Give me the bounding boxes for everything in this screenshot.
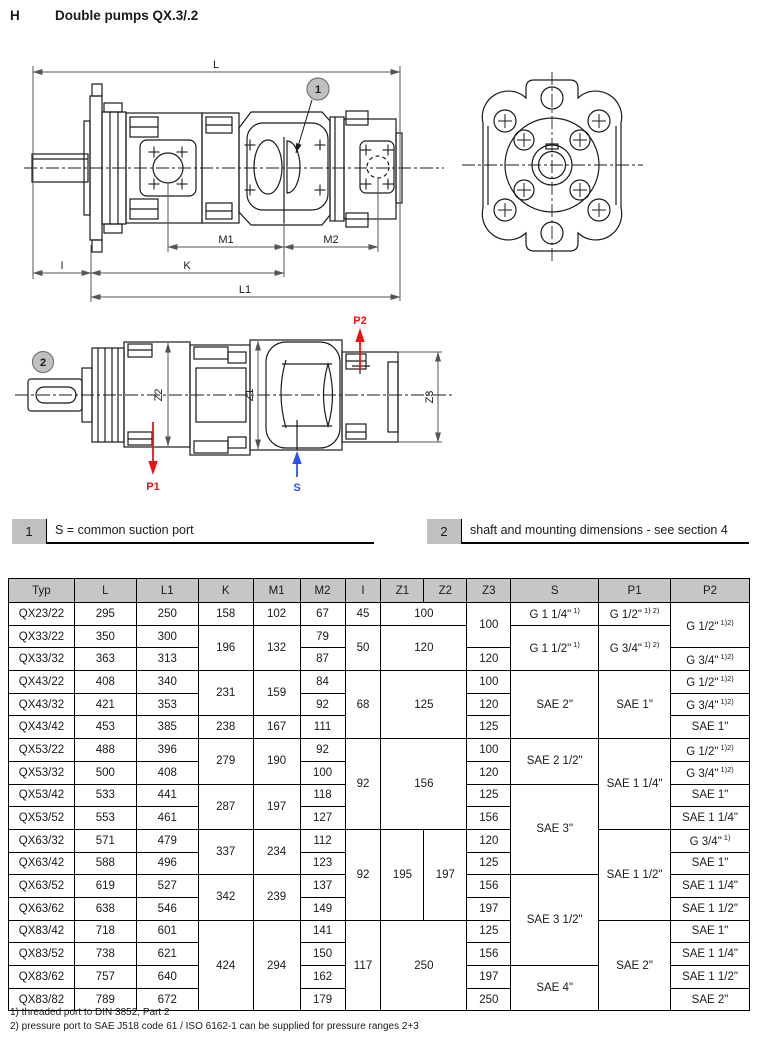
table-cell: 45 [345, 603, 381, 626]
note-1-text: S = common suction port [46, 519, 374, 544]
footnote-marker: 1)2) [720, 651, 734, 661]
table-cell: 92 [345, 739, 381, 830]
section-letter: H [10, 8, 20, 23]
table-cell: 461 [136, 807, 198, 830]
top-view-drawing [10, 300, 460, 505]
side-view-drawing [20, 55, 450, 305]
table-cell: 738 [74, 943, 136, 966]
table-cell: 718 [74, 920, 136, 943]
table-cell: 120 [381, 625, 467, 670]
table-cell: 156 [467, 807, 511, 830]
table-row [9, 603, 750, 626]
table-cell: 125 [467, 920, 511, 943]
column-header: M1 [253, 579, 300, 603]
column-header: Z1 [381, 579, 424, 603]
table-cell: 79 [300, 625, 345, 648]
table-cell: 396 [136, 739, 198, 762]
table-cell: 250 [467, 988, 511, 1011]
table-cell: 488 [74, 739, 136, 762]
table-cell: SAE 1 1/2" [599, 829, 671, 920]
table-cell: 250 [136, 603, 198, 626]
table-cell: 196 [198, 625, 253, 670]
table-cell: QX33/22 [9, 625, 75, 648]
table-cell: 120 [467, 693, 511, 716]
note-2 [427, 519, 749, 544]
table-cell: 159 [253, 671, 300, 716]
note-1 [12, 519, 374, 544]
dim-label-z3: Z3 [424, 390, 436, 404]
footnote-marker: 1) [723, 833, 731, 843]
table-cell: 408 [74, 671, 136, 694]
table-row [9, 829, 750, 852]
table-cell: 638 [74, 897, 136, 920]
port-label-s: S [293, 482, 301, 494]
table-cell: QX53/42 [9, 784, 75, 807]
table-cell: 149 [300, 897, 345, 920]
table-cell: 197 [467, 966, 511, 989]
table-cell: 120 [467, 648, 511, 671]
column-header: P2 [671, 579, 750, 603]
table-cell: SAE 1" [671, 784, 750, 807]
table-cell: SAE 1 1/4" [599, 739, 671, 830]
flange-view-drawing [460, 68, 645, 268]
page-title: Double pumps QX.3/.2 [55, 8, 199, 23]
page-header [10, 8, 198, 23]
table-cell: G 3/4" $^{1)2)}$ [671, 648, 750, 671]
table-cell: 363 [74, 648, 136, 671]
table-cell: 300 [136, 625, 198, 648]
table-cell: 353 [136, 693, 198, 716]
callout-2-number: 2 [39, 357, 47, 369]
footnote-marker: 1)2) [720, 765, 734, 775]
table-cell: 125 [467, 716, 511, 739]
table-cell: G 1 1/4" $^{1)}$ [511, 603, 599, 626]
table-cell: 313 [136, 648, 198, 671]
table-cell: SAE 2" [671, 988, 750, 1011]
table-cell: 162 [300, 966, 345, 989]
table-cell: 141 [300, 920, 345, 943]
table-cell: SAE 1 1/2" [671, 897, 750, 920]
column-header: M2 [300, 579, 345, 603]
footnote-marker: 1) [573, 606, 580, 616]
dim-label-m2: M2 [323, 234, 339, 246]
table-cell: SAE 2" [599, 920, 671, 1011]
table-cell: 533 [74, 784, 136, 807]
table-cell: 571 [74, 829, 136, 852]
table-cell: QX83/42 [9, 920, 75, 943]
table-cell: 137 [300, 875, 345, 898]
column-header: Z2 [424, 579, 467, 603]
table-cell: 158 [198, 603, 253, 626]
table-cell: 50 [345, 625, 381, 670]
table-cell: 190 [253, 739, 300, 784]
table-cell: SAE 1 1/4" [671, 807, 750, 830]
table-cell: QX53/32 [9, 761, 75, 784]
table-cell: 150 [300, 943, 345, 966]
column-header: L1 [136, 579, 198, 603]
table-cell: 156 [381, 739, 467, 830]
table-cell: 621 [136, 943, 198, 966]
table-cell: 441 [136, 784, 198, 807]
table-cell: 337 [198, 829, 253, 874]
dimension-table [8, 578, 750, 1011]
table-cell: 350 [74, 625, 136, 648]
table-cell: 100 [467, 671, 511, 694]
table-cell: 546 [136, 897, 198, 920]
table-cell: 120 [467, 829, 511, 852]
table-row [9, 671, 750, 694]
table-cell: 295 [74, 603, 136, 626]
table-cell: 640 [136, 966, 198, 989]
table-cell: 424 [198, 920, 253, 1011]
table-cell: SAE 1" [671, 920, 750, 943]
table-cell: QX43/32 [9, 693, 75, 716]
table-cell: 195 [381, 829, 424, 920]
table-cell: SAE 2" [511, 671, 599, 739]
table-cell: G 3/4" $^{1)2)}$ [671, 693, 750, 716]
table-cell: QX43/22 [9, 671, 75, 694]
table-cell: SAE 2 1/2" [511, 739, 599, 784]
table-cell: SAE 1 1/4" [671, 875, 750, 898]
footnotes [10, 1006, 419, 1033]
table-cell: SAE 1 1/4" [671, 943, 750, 966]
table-cell: 238 [198, 716, 253, 739]
table-cell: 118 [300, 784, 345, 807]
table-cell: 385 [136, 716, 198, 739]
pump-body-outline [28, 340, 398, 455]
table-cell: 125 [467, 852, 511, 875]
table-cell: SAE 1" [671, 716, 750, 739]
table-cell: 84 [300, 671, 345, 694]
table-cell: 92 [300, 693, 345, 716]
callout-2 [33, 352, 54, 373]
dim-label-k: K [183, 260, 191, 272]
table-cell: SAE 1" [671, 852, 750, 875]
footnote-marker: 1)2) [720, 617, 734, 627]
table-cell: 231 [198, 671, 253, 716]
table-row [9, 625, 750, 648]
table-cell: 294 [253, 920, 300, 1011]
table-cell: QX63/42 [9, 852, 75, 875]
table-cell: G 3/4" $^{1) 2)}$ [599, 625, 671, 670]
table-cell: 239 [253, 875, 300, 920]
note-2-text: shaft and mounting dimensions - see section 4 [461, 519, 749, 544]
table-cell: 127 [300, 807, 345, 830]
column-header: I [345, 579, 381, 603]
table-cell: 156 [467, 943, 511, 966]
table-cell: 789 [74, 988, 136, 1011]
table-cell: SAE 4" [511, 966, 599, 1011]
table-cell: 125 [381, 671, 467, 739]
table-cell: SAE 3 1/2" [511, 875, 599, 966]
table-cell: 234 [253, 829, 300, 874]
table-cell: 68 [345, 671, 381, 739]
table-cell: QX43/42 [9, 716, 75, 739]
table-cell: QX83/82 [9, 988, 75, 1011]
table-cell: G 1/2" $^{1)2)}$ [671, 603, 750, 648]
footnote-marker: 1) 2) [643, 640, 660, 650]
table-cell: QX33/32 [9, 648, 75, 671]
column-header: K [198, 579, 253, 603]
footnote-marker: 1) 2) [643, 606, 660, 616]
table-cell: 197 [424, 829, 467, 920]
table-cell: SAE 3" [511, 784, 599, 875]
table-cell: 408 [136, 761, 198, 784]
table-cell: 197 [467, 897, 511, 920]
table-cell: 112 [300, 829, 345, 852]
table-row [9, 920, 750, 943]
port-s-arrow [292, 451, 301, 477]
table-cell: 100 [381, 603, 467, 626]
table-cell: 132 [253, 625, 300, 670]
table-cell: 421 [74, 693, 136, 716]
column-header: S [511, 579, 599, 603]
column-header: Typ [9, 579, 75, 603]
table-cell: QX63/32 [9, 829, 75, 852]
table-cell: 601 [136, 920, 198, 943]
table-cell: 250 [381, 920, 467, 1011]
footnote-2: 2) pressure port to SAE J518 code 61 / ISO 6162-1 can be supplied for pressure ranges 2+3 [10, 1020, 419, 1032]
table-cell: 496 [136, 852, 198, 875]
port-label-p2: P2 [353, 315, 367, 327]
port-p2-arrow [355, 328, 364, 370]
table-cell: QX83/52 [9, 943, 75, 966]
table-cell: 553 [74, 807, 136, 830]
callout-1 [296, 78, 329, 153]
port-p1-arrow [148, 422, 157, 475]
dim-label-m1: M1 [218, 234, 234, 246]
table-cell: 287 [198, 784, 253, 829]
table-cell: 67 [300, 603, 345, 626]
table-cell: 100 [467, 739, 511, 762]
column-header: P1 [599, 579, 671, 603]
table-cell: 340 [136, 671, 198, 694]
note-1-badge: 1 [12, 519, 46, 544]
callout-1-number: 1 [314, 84, 322, 96]
table-cell: 342 [198, 875, 253, 920]
table-cell: 500 [74, 761, 136, 784]
footnote-marker: 1) [573, 640, 580, 650]
footnote-marker: 1)2) [720, 742, 734, 752]
table-cell: G 1/2" $^{1)2)}$ [671, 671, 750, 694]
table-cell: 120 [467, 761, 511, 784]
dim-label-i: I [60, 260, 64, 272]
table-cell: SAE 1 1/2" [671, 966, 750, 989]
table-cell: 479 [136, 829, 198, 852]
table-cell: 123 [300, 852, 345, 875]
table-cell: 757 [74, 966, 136, 989]
footnote-1: 1) threaded port to DIN 3852, Part 2 [10, 1007, 170, 1018]
note-2-badge: 2 [427, 519, 461, 544]
table-cell: 197 [253, 784, 300, 829]
table-cell: G 1/2" $^{1) 2)}$ [599, 603, 671, 626]
table-cell: 619 [74, 875, 136, 898]
table-cell: QX53/52 [9, 807, 75, 830]
table-cell: SAE 1" [599, 671, 671, 739]
table-cell: 453 [74, 716, 136, 739]
dim-label-z2: Z2 [153, 388, 165, 402]
table-cell: 125 [467, 784, 511, 807]
table-cell: 527 [136, 875, 198, 898]
table-cell: 167 [253, 716, 300, 739]
table-cell: 92 [300, 739, 345, 762]
dim-label-l1: L1 [238, 284, 252, 296]
table-cell: 100 [467, 603, 511, 648]
table-cell: QX53/22 [9, 739, 75, 762]
table-cell: 156 [467, 875, 511, 898]
footnote-marker: 1)2) [720, 674, 734, 684]
table-cell: G 3/4" $^{1)}$ [671, 829, 750, 852]
footnote-marker: 1)2) [720, 697, 734, 707]
table-row [9, 739, 750, 762]
table-cell: G 1 1/2" $^{1)}$ [511, 625, 599, 670]
table-cell: 111 [300, 716, 345, 739]
table-cell: 672 [136, 988, 198, 1011]
table-cell: 100 [300, 761, 345, 784]
table-cell: 102 [253, 603, 300, 626]
table-cell: 117 [345, 920, 381, 1011]
table-cell: G 3/4" $^{1)2)}$ [671, 761, 750, 784]
column-header: L [74, 579, 136, 603]
table-cell: G 1/2" $^{1)2)}$ [671, 739, 750, 762]
port-label-p1: P1 [146, 481, 160, 493]
table-cell: 92 [345, 829, 381, 920]
table-cell: QX63/52 [9, 875, 75, 898]
table-cell: 279 [198, 739, 253, 784]
table-cell: QX23/22 [9, 603, 75, 626]
table-cell: QX63/62 [9, 897, 75, 920]
table-cell: 588 [74, 852, 136, 875]
table-cell: 87 [300, 648, 345, 671]
table-cell: 179 [300, 988, 345, 1011]
column-header: Z3 [467, 579, 511, 603]
dim-label-z1: Z1 [244, 388, 256, 402]
dim-label-l: L [212, 59, 220, 71]
dimension-lines [33, 66, 400, 302]
table-cell: QX83/62 [9, 966, 75, 989]
